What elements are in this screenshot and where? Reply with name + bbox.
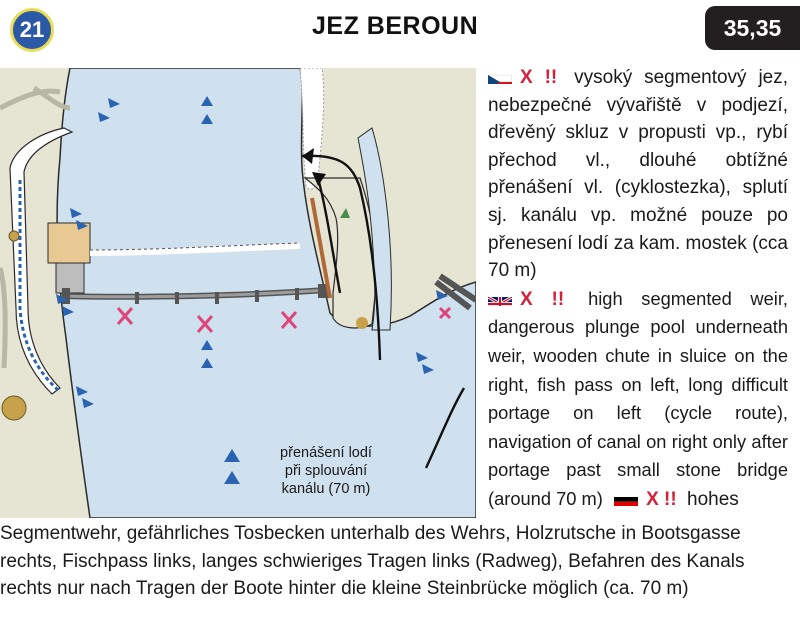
description-de-first: hohes	[687, 488, 739, 510]
tree	[9, 231, 19, 241]
weir-map	[0, 68, 476, 518]
page-number: 21	[19, 17, 45, 42]
description-en-text: high segmented weir, dangerous plunge pool underneath weir, wooden chute in sluice on the right, fish pass on left, long difficult portage on left (cycle route), navigation of canal on right only after portage past small stone bridge (around 70 m)	[488, 287, 789, 509]
page-number-badge	[10, 8, 54, 52]
portage-note-line: kanálu (70 m)	[281, 481, 371, 497]
weir-building	[48, 223, 90, 263]
description-de-line: rechts, Fischpass links, langes schwieriges Tragen links (Radweg), Befahren des Kanals	[0, 550, 745, 572]
portage-note-line: při splouvání	[284, 463, 368, 479]
portage-note	[268, 444, 384, 498]
uk-flag-icon	[488, 292, 512, 306]
island-tree	[356, 317, 368, 329]
description-de-line: Segmentwehr, gefährliches Tosbecken unterhalb des Wehrs, Holzrutsche in Bootsgasse	[0, 523, 741, 544]
czech-flag-icon	[488, 70, 512, 84]
river-km-value: 35,35	[723, 14, 782, 41]
river-km-badge	[705, 6, 800, 50]
page-title: JEZ BEROUN	[312, 12, 479, 40]
description-cz	[488, 64, 788, 285]
description-de	[0, 520, 794, 603]
danger-marker: X !!	[646, 488, 677, 510]
map-drawing	[0, 68, 476, 518]
danger-marker: X !!	[520, 67, 558, 88]
description-de-line: rechts nur nach Tragen der Boote hinter die kleine Steinbrücke möglich (ca. 70 m)	[0, 578, 689, 600]
german-flag-icon	[614, 492, 638, 506]
description-cz-text: vysoký segmentový jez, nebezpečné vývařiště v podjezí, dřevěný skluz v propusti vp., rybí přechod vl., dlouhé obtížné přenášení vl. (cyklostezka), splutí sj. kanálu vp. možné pouze po přenesení lodí za kam. mostek (cca 70 m)	[488, 67, 789, 282]
danger-marker: X !!	[520, 288, 565, 310]
tree	[2, 396, 26, 420]
description-column	[488, 64, 788, 514]
portage-note-line: přenášení lodí	[280, 445, 372, 461]
description-en	[488, 285, 788, 514]
